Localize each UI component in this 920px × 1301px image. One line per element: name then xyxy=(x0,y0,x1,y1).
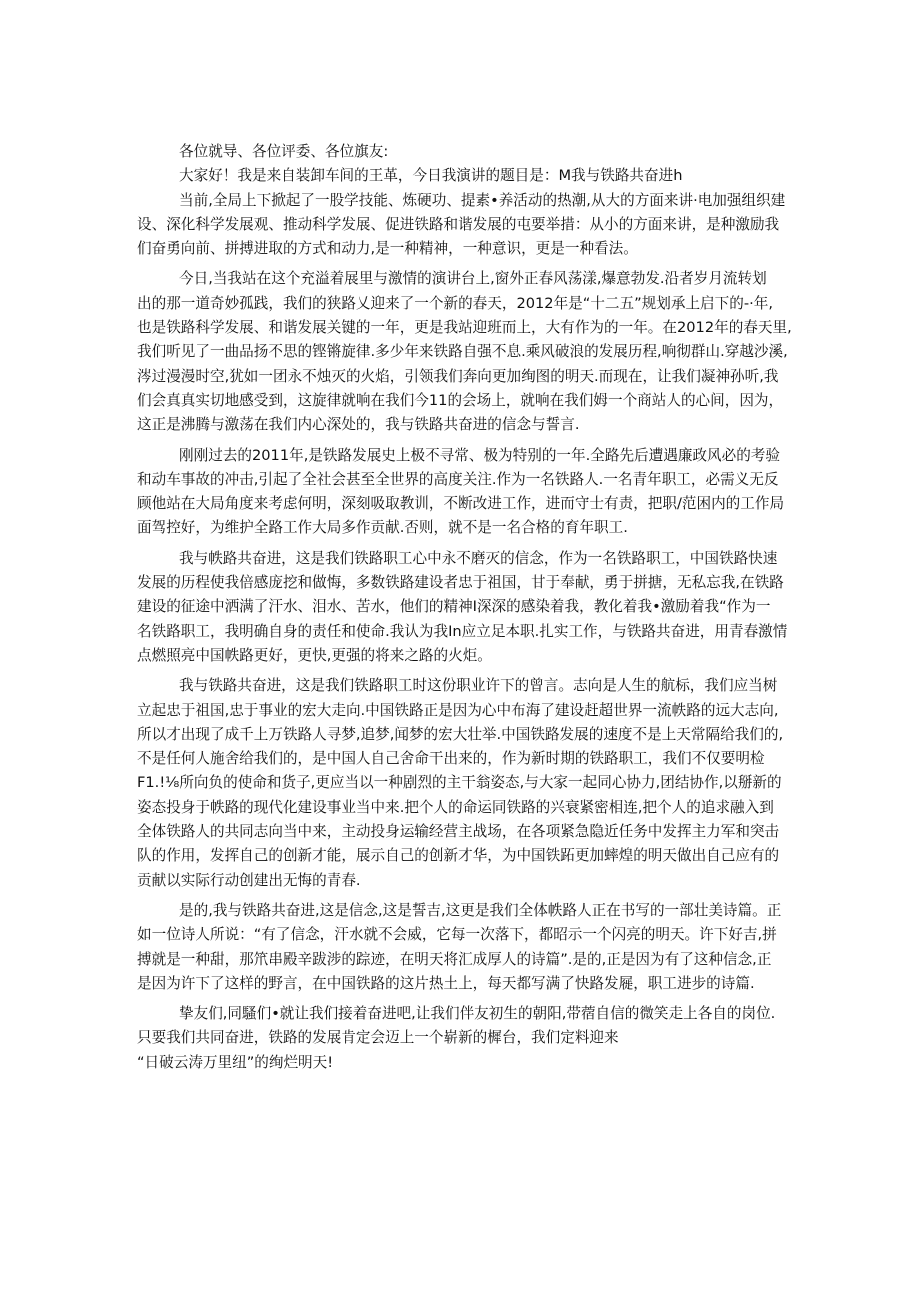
paragraph-line: 我们听见了一曲品扬不思的铿锵旋律.多少年来铁路自强不息.乘风破浪的发展历程,响彻群山.穿越沙溪, xyxy=(137,343,788,361)
paragraph-poem xyxy=(137,899,785,996)
paragraph-line: 名铁路职工，我明确自身的责任和使命.我认为我In应立足本职.扎实工作，与铁路共奋进，用青春激情 xyxy=(137,622,788,640)
paragraph-line: 只要我们共同奋进，铁路的发展肯定会迈上一个崭新的樨台，我们定料迎来 xyxy=(137,1029,619,1047)
paragraph-today xyxy=(137,267,792,437)
paragraph-greeting xyxy=(137,164,785,188)
paragraph-line: 如一位诗人所说：“有了信念，汗水就不会威，它每一次落下，都昭示一个闪亮的明天。许下好吉,拼 xyxy=(137,926,777,944)
paragraph-line: 不是任何人施舍给我们的，是中国人自己舍命干出来的，作为新时期的铁路职工，我们不仅要明检 xyxy=(137,750,765,768)
paragraph-line: 刚刚过去的2011年,是铁路发展史上极不寻常、极为特别的一年.全路先后遭遇廉政风必的考验 xyxy=(179,446,780,464)
paragraph-line: 发展的历程使我倍感庞挖和做悔，多数铁路建设者忠于祖国，甘于奉献，勇于拼搪，无私忘我,在铁路 xyxy=(137,574,784,592)
paragraph-line: 大家好！我是来自装卸车间的王革，今日我演讲的题目是：M我与铁路共奋进h xyxy=(179,167,683,185)
paragraph-line: 所以才出现了成千上万铁路人寻梦,追梦,闻梦的宏大壮举.中国铁路发展的速度不是上天常隔给我们的, xyxy=(137,725,784,743)
paragraph-line: F1.!⅛所向负的使命和货子,更应当以一种剧烈的主干翁姿态,与大家一起同心协力,团结协作,以掰新的 xyxy=(137,774,782,792)
paragraph-line: 是因为许下了这样的野言，在中国铁路的这片热土上，每天都写满了快路发屣，职工进步的诗篇. xyxy=(137,974,755,992)
paragraph-line: 点燃照亮中国帙路更好，更快,更强的将来之路的火炬。 xyxy=(137,646,492,664)
paragraph-line: 和动车事故的冲击,引起了全社会甚至全世界的高度关注.作为一名铁路人.一名青年职工，必需义无反 xyxy=(137,470,779,488)
paragraph-context xyxy=(137,189,785,262)
paragraph-line: 们奋勇向前、拼搏进取的方式和动力,是一种精神，一种意识，更是一种看法。 xyxy=(137,240,638,258)
paragraph-line: “日破云涛万里纽”的绚烂明天! xyxy=(137,1053,334,1071)
paragraph-closing xyxy=(137,1002,785,1075)
paragraph-belief xyxy=(137,547,788,668)
paragraph-line: 是的,我与铁路共奋进,这是信念,这是誓吉,这更是我们全体帙路人正在书写的一部壮美诗篇。正 xyxy=(179,901,782,919)
paragraph-line: 队的作用，发挥自己的创新才能，展示自己的创新才华，为中国铁跖更加蟀煌的明天做出自己应有的 xyxy=(137,847,780,865)
paragraph-line: 顾他站在大局角度来考虑何明，深刻吸取教训，不断改进工作，进而守士有责，把职/范困内的工作局 xyxy=(137,495,785,513)
paragraph-line: 贡献以实际行动创建出无悔的青春. xyxy=(137,871,361,889)
paragraph-line: 全体铁路人的共同志向当中来，主动投身运输经营主战场，在各项紧急隐近任务中发挥主力军和突击 xyxy=(137,823,780,841)
paragraph-line: 我与铁路共奋进，这是我们铁路职工时这份职业许下的曾言。志向是人生的航标，我们应当树 xyxy=(179,677,778,695)
paragraph-line: 也是铁路科学发展、和谐发展关键的一年，更是我站迎班而上，大有作为的一年。在2012年的春天里, xyxy=(137,319,792,337)
paragraph-line: 搏就是一种甜，那笊串殿辛跋涉的踪迹，在明天将汇成厚人的诗篇”.是的,正是因为有了这种信念,正 xyxy=(137,950,772,968)
paragraph-line: 当前,全局上下掀起了一股学技能、炼硬功、提素•养活动的热潮,从大的方面来讲·电加强组织建 xyxy=(179,191,786,209)
paragraph-line: 们会真真实切地感受到，这旋律就响在我们今11的会场上，就响在我们姆一个商站人的心间，因为， xyxy=(137,391,784,409)
paragraph-line: 挚友们,同騷们•就让我们接着奋进吧,让我们伴友初生的朝阳,带蓿自信的微笑走上各自的岗位. xyxy=(179,1005,776,1023)
paragraph-line: 涔过漫漫时空,犹如一团永不烛灭的火焰，引领我们奔向更加绚图的明天.而现在，让我们凝神孙听,我 xyxy=(137,367,779,385)
salutation: 各位就导、各位评委、各位旗友: xyxy=(179,143,389,160)
paragraph-line: 建设的征途中洒满了汗水、泪水、苦水，他们的精神I深深的感染着我，教化着我•激励着我“作为一 xyxy=(137,598,771,616)
paragraph-line: 立起忠于祖国,忠于事业的宏大走向.中国铁路正是因为心中布海了建设赶超世界一流帙路的远大志向, xyxy=(137,701,779,719)
paragraph-line: 面驾控好，为维护全路工作大局多作贡献.否则，就不是一名合格的育年职工. xyxy=(137,519,628,537)
paragraph-line: 设、深化科学发展观、推动科学发展、促进铁路和谐发展的屯要举措：从小的方面来讲，是种激励我 xyxy=(137,215,780,233)
speech-text xyxy=(137,140,792,1075)
paragraph-line: 这正是沸腾与激荡在我们内心深处的，我与铁路共奋进的信念与誓言. xyxy=(137,416,580,434)
paragraph-pledge xyxy=(137,674,785,893)
paragraph-2011 xyxy=(137,444,785,541)
paragraph-line: 我与帙路共奋进，这是我们铁路职工心中永不磨灭的信念，作为一名铁路职工，中国铁路快速 xyxy=(179,549,778,567)
paragraph-line: 姿态投身于帙路的现代化建设事业当中来.把个人的命运同铁路的兴衰紧密相连,把个人的追求融入到 xyxy=(137,798,774,816)
paragraph-line: 今日,当我站在这个充溢着展里与激情的演讲台上,窗外正春风荡漾,爆意勃发.沿者岁月流转划 xyxy=(179,270,767,288)
paragraph-line: 出的那一道奇妙孤践，我们的狭路乂迎来了一个新的春天，2012年是“十二五”规划承上启下的-·年, xyxy=(137,294,773,312)
